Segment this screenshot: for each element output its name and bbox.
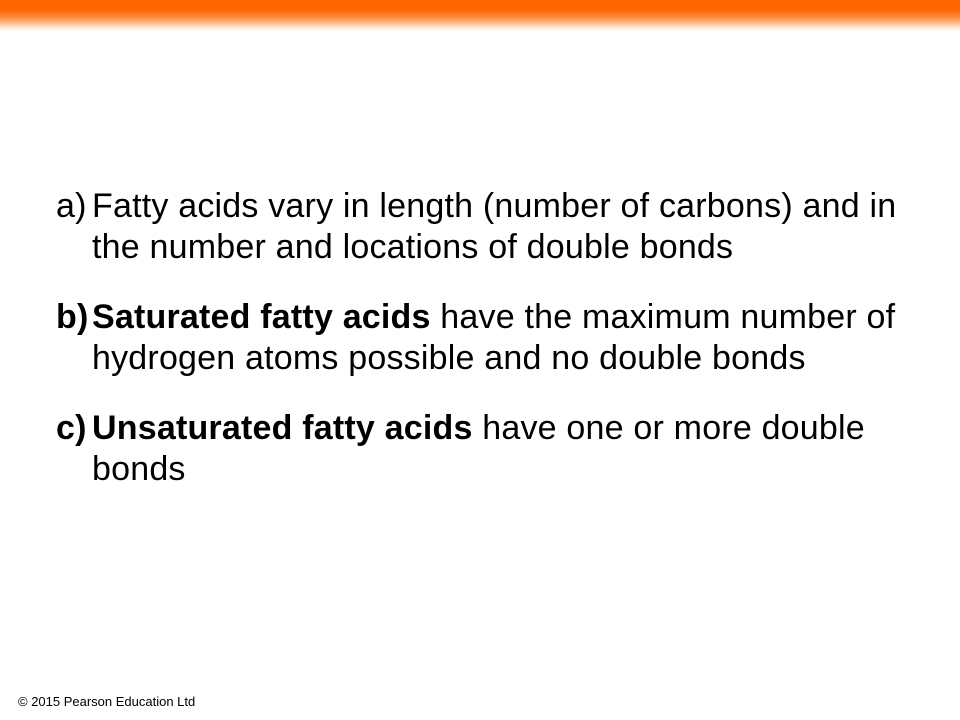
regular-segment: bonds (92, 450, 186, 488)
list-marker-b: b) (56, 298, 89, 336)
text-line (92, 338, 936, 379)
list-item-b (56, 297, 936, 379)
list-item-a (56, 186, 936, 268)
regular-segment: have the maximum number of (430, 298, 896, 336)
regular-segment: hydrogen atoms possible and no double bonds (92, 339, 806, 377)
text-line (92, 297, 936, 338)
header-gradient-bar (0, 0, 960, 32)
regular-segment: have one or more double (472, 409, 865, 447)
list-item-a-text (92, 186, 936, 268)
bold-segment: Saturated fatty acids (92, 298, 431, 336)
bold-segment: Unsaturated fatty acids (92, 409, 473, 447)
text-line (92, 449, 936, 490)
text-line (92, 227, 936, 268)
text-line (92, 186, 936, 227)
bullet-list (56, 186, 936, 519)
text-line (92, 408, 936, 449)
list-marker-a: a) (56, 187, 87, 225)
regular-segment: the number and locations of double bonds (92, 228, 734, 266)
list-item-c (56, 408, 936, 490)
list-marker-c: c) (56, 409, 87, 447)
copyright-text: © 2015 Pearson Education Ltd (18, 694, 196, 709)
regular-segment: Fatty acids vary in length (number of carbons) and in (92, 187, 897, 225)
list-item-b-text (92, 297, 936, 379)
list-item-c-text (92, 408, 936, 490)
